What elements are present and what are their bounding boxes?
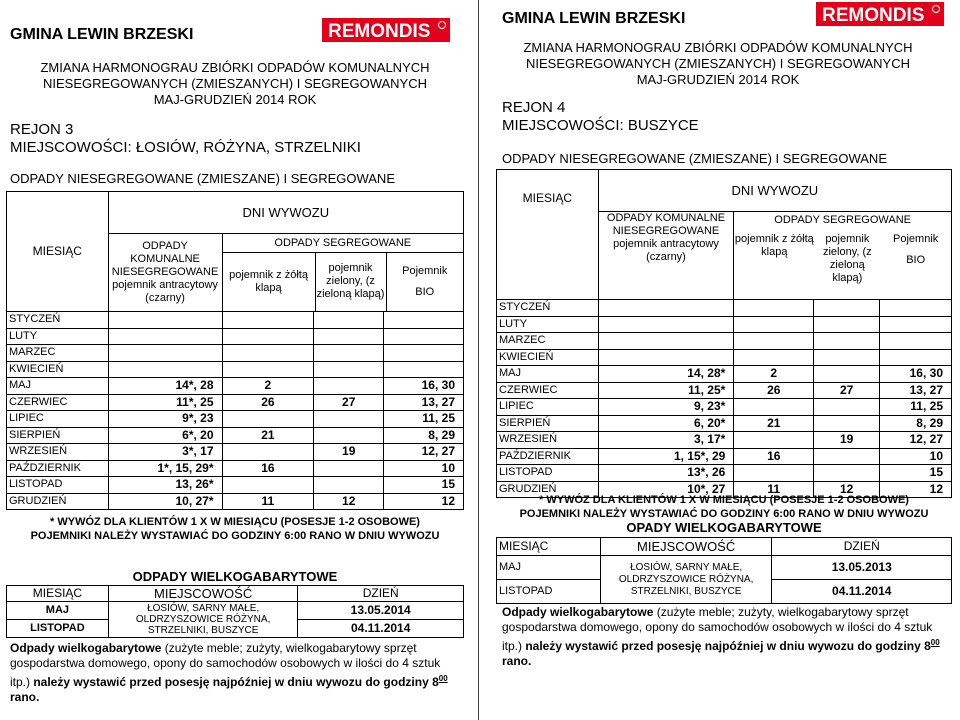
- bulky-places: ŁOSIÓW, SARNY MAŁE, OLDRZYSZOWICE RÓŻYNA, STRZELNIKI, BUSZYCE: [600, 556, 772, 604]
- row-yellow-days: 2: [734, 366, 814, 383]
- bulky-date: 04.11.2014: [772, 580, 952, 604]
- row-month: MARZEC: [7, 345, 109, 362]
- row-bio-days: 15: [384, 477, 464, 494]
- row-mixed-days: 13, 26*: [108, 477, 222, 494]
- row-yellow-days: [734, 316, 814, 333]
- page-divider: [478, 0, 479, 720]
- table-row: [497, 366, 952, 383]
- row-green-days: [814, 316, 880, 333]
- row-month: LISTOPAD: [497, 465, 599, 482]
- row-month: LUTY: [497, 316, 599, 333]
- row-yellow-days: 21: [222, 427, 314, 444]
- row-mixed-days: [598, 349, 734, 366]
- bulky-month: MAJ: [7, 602, 109, 620]
- row-month: PAŹDZIERNIK: [7, 460, 109, 477]
- row-month: STYCZEŃ: [497, 300, 599, 317]
- row-yellow-days: [222, 444, 314, 461]
- table-row: [7, 378, 464, 395]
- row-green-days: [314, 378, 384, 395]
- row-month: PAŹDZIERNIK: [497, 448, 599, 465]
- table-row: [7, 394, 464, 411]
- row-green-days: [814, 300, 880, 317]
- table-row: [7, 444, 464, 461]
- heading-line-3: MAJ-GRUDZIEŃ 2014 ROK: [636, 72, 800, 87]
- heading-line-3: MAJ-GRUDZIEŃ 2014 ROK: [153, 92, 317, 107]
- row-mixed-days: [108, 361, 222, 378]
- row-bio-days: 10: [880, 448, 952, 465]
- row-month: WRZESIEŃ: [497, 432, 599, 449]
- heading-line-1: ZMIANA HARMONOGRAU ZBIÓRKI ODPADÓW KOMUNALNYCH: [40, 60, 430, 75]
- collection-schedule-table: [496, 169, 952, 498]
- table-row: [497, 432, 952, 449]
- bulky-month: LISTOPAD: [497, 580, 601, 604]
- row-green-days: [814, 333, 880, 350]
- waste-category: ODPADY NIESEGREGOWANE (ZMIESZANE) I SEGREGOWANE: [10, 171, 395, 186]
- row-month: STYCZEŃ: [7, 312, 109, 329]
- schedule-heading: [0, 60, 470, 108]
- row-mixed-days: [598, 300, 734, 317]
- bulky-header-place: MIEJSCOWOŚĆ: [108, 586, 298, 602]
- row-green-days: 12: [314, 493, 384, 510]
- row-green-days: [814, 349, 880, 366]
- row-green-days: 27: [814, 382, 880, 399]
- remondis-logo: [322, 18, 450, 42]
- row-month: MAJ: [7, 378, 109, 395]
- table-row: [497, 316, 952, 333]
- bulky-waste-title: ODPADY WIELKOGABARYTOWE: [132, 569, 338, 584]
- row-bio-days: 16, 30: [880, 366, 952, 383]
- row-month: KWIECIEŃ: [497, 349, 599, 366]
- logo-text: REMONDIS: [822, 5, 925, 26]
- row-bio-days: 10: [384, 460, 464, 477]
- bulky-waste-table: [496, 537, 952, 604]
- row-mixed-days: 14*, 28: [108, 378, 222, 395]
- row-mixed-days: 13*, 26: [598, 465, 734, 482]
- row-bio-days: 8, 29: [880, 415, 952, 432]
- row-mixed-days: [108, 328, 222, 345]
- bulky-header-month: MIESIĄC: [497, 538, 601, 556]
- row-bio-days: [880, 333, 952, 350]
- row-yellow-days: [222, 345, 314, 362]
- row-green-days: [814, 415, 880, 432]
- row-yellow-days: [734, 465, 814, 482]
- logo-text: REMONDIS: [328, 21, 431, 42]
- row-bio-days: 11, 25: [384, 411, 464, 428]
- row-mixed-days: 11*, 25: [108, 394, 222, 411]
- row-yellow-days: 2: [222, 378, 314, 395]
- municipality-title: GMINA LEWIN BRZESKI: [10, 26, 194, 43]
- row-bio-days: [880, 316, 952, 333]
- row-green-days: 12: [814, 481, 880, 498]
- table-row: [497, 415, 952, 432]
- schedule-panel-rejon-4: [488, 0, 960, 720]
- header-month: MIESIĄC: [497, 170, 599, 300]
- row-mixed-days: [108, 345, 222, 362]
- row-yellow-days: [222, 312, 314, 329]
- bulky-month: LISTOPAD: [7, 620, 109, 638]
- bulky-date: 04.11.2014: [298, 620, 464, 638]
- row-green-days: [814, 465, 880, 482]
- row-yellow-days: [734, 300, 814, 317]
- row-mixed-days: 9, 23*: [598, 399, 734, 416]
- row-month: LIPIEC: [497, 399, 599, 416]
- bulky-waste-title: OPADY WIELKOGABARYTOWE: [626, 520, 822, 535]
- row-month: MARZEC: [497, 333, 599, 350]
- table-row: [7, 460, 464, 477]
- row-yellow-days: [222, 477, 314, 494]
- row-green-days: [314, 328, 384, 345]
- header-days: DNI WYWOZU: [108, 192, 463, 234]
- row-bio-days: [384, 328, 464, 345]
- table-row: [497, 349, 952, 366]
- heading-line-2: NIESEGREGOWANYCH (ZMIESZANYCH) I SEGREGOWANYCH: [525, 56, 910, 71]
- header-segregated: ODPADY SEGREGOWANE pojemnik z żółtą klapą pojemnik zielony, (z zieloną klapą) Pojemnik BIO: [222, 234, 463, 312]
- row-bio-days: [880, 300, 952, 317]
- row-green-days: [314, 411, 384, 428]
- bulky-header-day: DZIEŃ: [298, 586, 464, 602]
- row-green-days: [814, 366, 880, 383]
- row-mixed-days: [598, 333, 734, 350]
- row-yellow-days: [734, 432, 814, 449]
- heading-line-1: ZMIANA HARMONOGRAU ZBIÓRKI ODPADÓW KOMUNALNYCH: [523, 40, 913, 55]
- row-bio-days: [880, 349, 952, 366]
- row-yellow-days: 11: [734, 481, 814, 498]
- row-green-days: [314, 312, 384, 329]
- row-green-days: [314, 460, 384, 477]
- row-yellow-days: 26: [734, 382, 814, 399]
- row-mixed-days: 10, 27*: [108, 493, 222, 510]
- table-row: [7, 493, 464, 510]
- row-bio-days: 13, 27: [880, 382, 952, 399]
- header-month: MIESIĄC: [7, 192, 109, 312]
- row-month: LISTOPAD: [7, 477, 109, 494]
- row-green-days: [314, 361, 384, 378]
- header-segregated: ODPADY SEGREGOWANE pojemnik z żółtą klapą pojemnik zielony, (z zieloną klapą) Pojemnik BIO: [734, 212, 952, 300]
- table-row: [7, 427, 464, 444]
- remondis-logo: [816, 2, 944, 26]
- row-mixed-days: 6, 20*: [598, 415, 734, 432]
- waste-category: ODPADY NIESEGREGOWANE (ZMIESZANE) I SEGREGOWANE: [502, 151, 887, 166]
- row-month: MAJ: [497, 366, 599, 383]
- row-mixed-days: 3, 17*: [598, 432, 734, 449]
- row-green-days: [814, 399, 880, 416]
- municipality-title: GMINA LEWIN BRZESKI: [502, 10, 686, 27]
- row-green-days: 19: [814, 432, 880, 449]
- row-bio-days: [384, 361, 464, 378]
- collection-schedule-table: [6, 191, 464, 510]
- row-bio-days: 12, 27: [880, 432, 952, 449]
- region-label: REJON 3: [10, 121, 74, 138]
- row-yellow-days: [222, 411, 314, 428]
- row-yellow-days: 11: [222, 493, 314, 510]
- row-mixed-days: 11, 25*: [598, 382, 734, 399]
- row-bio-days: 11, 25: [880, 399, 952, 416]
- row-bio-days: 12: [880, 481, 952, 498]
- frequency-note: * WYWÓZ DLA KLIENTÓW 1 X W MIESIĄCU (POSESJE 1-2 OSOBOWE) POJEMNIKI NALEŻY WYSTAWIAĆ DO GODZINY 6:00 RANO W DNIU WYWOZU: [519, 494, 929, 520]
- row-month: GRUDZIEŃ: [497, 481, 599, 498]
- row-bio-days: [384, 312, 464, 329]
- table-row: [497, 448, 952, 465]
- bulky-header-place: MIEJSCOWOŚĆ: [600, 538, 772, 556]
- row-yellow-days: [222, 328, 314, 345]
- header-days: DNI WYWOZU: [598, 170, 951, 212]
- table-row: [7, 361, 464, 378]
- row-green-days: [814, 448, 880, 465]
- bulky-waste-description: Odpady wielkogabarytowe (zużyte meble; zużyty, wielkogabarytowy sprzęt gospodarstwa domowego, opony do samochodów osobowych w ilości do 4 sztuk itp.) należy wystawić przed posesję najpóźniej w dniu wywozu do godziny $8^{00}$ rano.: [502, 605, 940, 668]
- table-row: [7, 328, 464, 345]
- row-bio-days: 12: [384, 493, 464, 510]
- row-yellow-days: 21: [734, 415, 814, 432]
- row-yellow-days: 16: [734, 448, 814, 465]
- table-row: [497, 300, 952, 317]
- bulky-waste-description: Odpady wielkogabarytowe (zużyte meble; zużyty, wielkogabarytowy sprzęt gospodarstwa domowego, opony do samochodów osobowych w ilości do 4 sztuk itp.) należy wystawić przed posesję najpóźniej w dniu wywozu do godziny $8^{00}$ rano.: [10, 641, 448, 704]
- row-mixed-days: 1, 15*, 29: [598, 448, 734, 465]
- table-row: [7, 411, 464, 428]
- row-green-days: 27: [314, 394, 384, 411]
- bulky-header-month: MIESIĄC: [7, 586, 109, 602]
- region-label: REJON 4: [502, 99, 566, 116]
- row-month: CZERWIEC: [7, 394, 109, 411]
- row-mixed-days: 3*, 17: [108, 444, 222, 461]
- row-yellow-days: [734, 399, 814, 416]
- row-mixed-days: 6*, 20: [108, 427, 222, 444]
- row-month: SIERPIEŃ: [7, 427, 109, 444]
- table-row: [497, 382, 952, 399]
- heading-line-2: NIESEGREGOWANYCH (ZMIESZANYCH) I SEGREGOWANYCH: [42, 76, 427, 91]
- frequency-note: * WYWÓZ DLA KLIENTÓW 1 X W MIESIĄCU (POSESJE 1-2 OSOBOWE) POJEMNIKI NALEŻY WYSTAWIAĆ DO GODZINY 6:00 RANO W DNIU WYWOZU: [30, 516, 440, 542]
- row-month: LIPIEC: [7, 411, 109, 428]
- region-places: MIEJSCOWOŚCI: ŁOSIÓW, RÓŻYNA, STRZELNIKI: [10, 139, 361, 156]
- row-mixed-days: 1*, 15, 29*: [108, 460, 222, 477]
- bulky-places: ŁOSIÓW, SARNY MAŁE, OLDRZYSZOWICE RÓŻYNA, STRZELNIKI, BUSZYCE: [108, 602, 298, 638]
- bulky-month: MAJ: [497, 556, 601, 580]
- bulky-date: 13.05.2013: [772, 556, 952, 580]
- row-mixed-days: 10*, 27: [598, 481, 734, 498]
- row-green-days: [314, 427, 384, 444]
- row-mixed-days: 14, 28*: [598, 366, 734, 383]
- row-month: LUTY: [7, 328, 109, 345]
- row-bio-days: 13, 27: [384, 394, 464, 411]
- row-mixed-days: [598, 316, 734, 333]
- table-row: [7, 345, 464, 362]
- row-yellow-days: 16: [222, 460, 314, 477]
- row-bio-days: 15: [880, 465, 952, 482]
- bulky-header-day: DZIEŃ: [772, 538, 952, 556]
- row-bio-days: 16, 30: [384, 378, 464, 395]
- table-row: [7, 312, 464, 329]
- row-month: GRUDZIEŃ: [7, 493, 109, 510]
- bulky-waste-table: [6, 585, 464, 638]
- row-bio-days: [384, 345, 464, 362]
- region-places: MIEJSCOWOŚCI: BUSZYCE: [502, 117, 699, 134]
- row-mixed-days: 9*, 23: [108, 411, 222, 428]
- row-month: KWIECIEŃ: [7, 361, 109, 378]
- bulky-date: 13.05.2014: [298, 602, 464, 620]
- table-row: [497, 399, 952, 416]
- header-mixed: ODPADY KOMUNALNE NIESEGREGOWANE pojemnik antracytowy (czarny): [108, 234, 222, 312]
- row-month: SIERPIEŃ: [497, 415, 599, 432]
- table-row: [7, 477, 464, 494]
- table-row: [497, 333, 952, 350]
- row-mixed-days: [108, 312, 222, 329]
- row-bio-days: 8, 29: [384, 427, 464, 444]
- schedule-panel-rejon-3: [0, 0, 470, 720]
- row-green-days: [314, 477, 384, 494]
- schedule-heading: [488, 40, 948, 88]
- row-month: WRZESIEŃ: [7, 444, 109, 461]
- row-bio-days: 12, 27: [384, 444, 464, 461]
- row-month: CZERWIEC: [497, 382, 599, 399]
- row-yellow-days: [734, 349, 814, 366]
- row-green-days: [314, 345, 384, 362]
- row-yellow-days: [222, 361, 314, 378]
- table-row: [497, 465, 952, 482]
- row-yellow-days: [734, 333, 814, 350]
- header-mixed: ODPADY KOMUNALNE NIESEGREGOWANE pojemnik antracytowy (czarny): [598, 212, 734, 300]
- row-yellow-days: 26: [222, 394, 314, 411]
- row-green-days: 19: [314, 444, 384, 461]
